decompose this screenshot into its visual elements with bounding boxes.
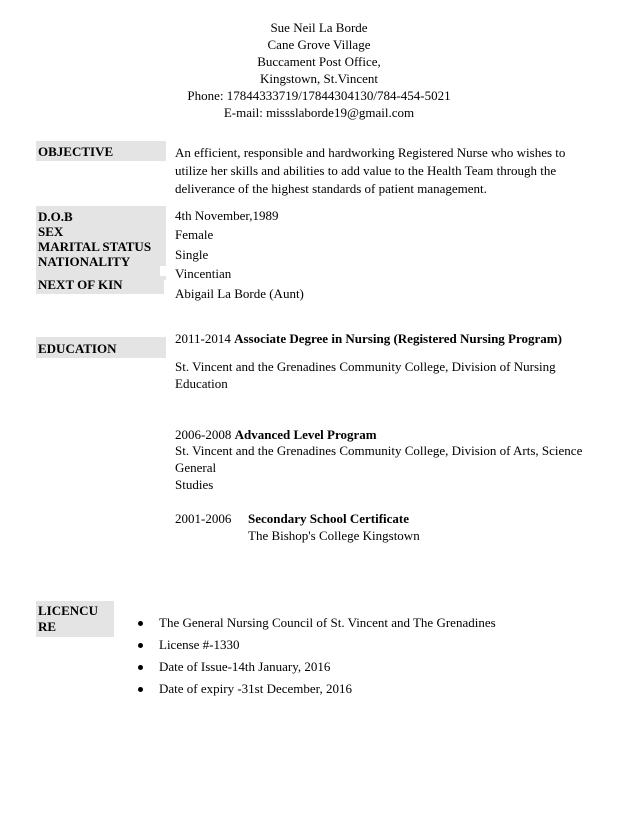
- bullet-icon: [138, 687, 143, 692]
- bullet-icon: [138, 643, 143, 648]
- marital-status-value: Single: [175, 247, 209, 262]
- education-years: 2011-2014: [175, 331, 235, 346]
- education-label: EDUCATION: [36, 337, 166, 358]
- bullet-icon: [138, 665, 143, 670]
- education-detail-line: St. Vincent and the Grenadines Community College, Division of Nursing: [175, 359, 556, 374]
- nationality-label: NATIONALITY: [38, 254, 131, 269]
- personal-info-labels: [36, 206, 166, 280]
- objective-text: [175, 144, 625, 198]
- bullet-icon: [138, 621, 143, 626]
- address-line-1: Cane Grove Village: [267, 37, 371, 52]
- dob-label: D.O.B: [38, 209, 73, 224]
- sex-label: SEX: [38, 224, 64, 239]
- licensure-label: [36, 601, 114, 637]
- dob-value: 4th November,1989: [175, 208, 279, 223]
- next-of-kin-value: Abigail La Borde (Aunt): [175, 286, 304, 301]
- objective-line: utilize her skills and abilities to add value to the Health Team through the: [175, 163, 557, 178]
- label-box-notch: [160, 266, 166, 276]
- education-detail-line: Studies: [175, 477, 214, 492]
- education-years: 2001-2006: [175, 511, 232, 526]
- address-line-2: Buccament Post Office,: [257, 54, 381, 69]
- education-detail-line: The Bishop's College Kingstown: [248, 528, 420, 543]
- objective-line: An efficient, responsible and hardworking Registered Nurse who wishes to: [175, 145, 566, 160]
- education-title-wrap: [248, 510, 409, 528]
- education-title: Secondary School Certificate: [248, 511, 410, 526]
- education-detail-line: St. Vincent and the Grenadines Community College, Division of Arts, Science: [175, 443, 583, 458]
- licensure-label-line: RE: [38, 619, 57, 634]
- sex-value: Female: [175, 227, 214, 242]
- education-years: 2006-2008: [175, 427, 235, 442]
- objective-label: OBJECTIVE: [36, 141, 166, 161]
- list-item: Date of Issue-14th January, 2016: [159, 659, 331, 674]
- list-item: The General Nursing Council of St. Vincent and The Grenadines: [159, 615, 496, 630]
- education-title: Associate Degree in Nursing (Registered Nursing Program): [234, 331, 562, 346]
- education-detail-line: General: [175, 460, 217, 475]
- list-item: License #-1330: [159, 637, 240, 652]
- education-entry-heading: [175, 510, 231, 528]
- phone-line: Phone: 17844333719/17844304130/784-454-5021: [187, 88, 451, 103]
- next-of-kin-label: NEXT OF KIN: [36, 276, 164, 294]
- candidate-name: Sue Neil La Borde: [270, 20, 368, 35]
- education-title: Advanced Level Program: [234, 427, 377, 442]
- licensure-label-line: LICENCU: [38, 603, 98, 618]
- education-entry-heading: [175, 330, 562, 348]
- list-item: Date of expiry -31st December, 2016: [159, 681, 352, 696]
- education-detail-line: Education: [175, 376, 228, 391]
- address-line-3: Kingstown, St.Vincent: [259, 71, 379, 86]
- email-line: E-mail: missslaborde19@gmail.com: [223, 105, 415, 120]
- marital-status-label: MARITAL STATUS: [38, 239, 152, 254]
- objective-line: deliverance of the highest standards of patient management.: [175, 181, 487, 196]
- nationality-value: Vincentian: [175, 266, 232, 281]
